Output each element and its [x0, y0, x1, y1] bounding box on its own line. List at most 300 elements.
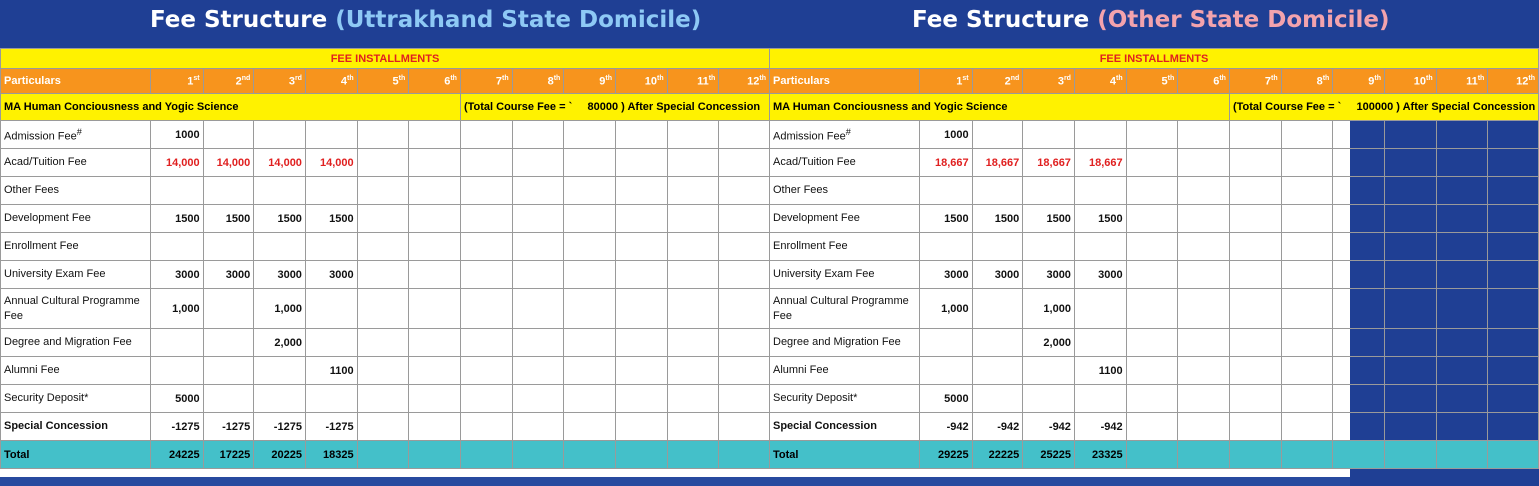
fee-cell [512, 385, 564, 413]
fee-row [1, 385, 770, 413]
fee-cell: 1500 [203, 205, 254, 233]
installment-number: 6 [1213, 75, 1220, 88]
fee-cell [409, 385, 461, 413]
fee-cell: 2,000 [254, 329, 306, 357]
fee-row-label [770, 289, 920, 329]
fee-label-text: University Exam Fee [4, 268, 106, 280]
right-fee-panel [769, 48, 1536, 477]
installment-number: 1 [956, 75, 963, 88]
installment-header-9 [1333, 69, 1385, 94]
total-label: Total [1, 441, 151, 469]
fee-cell [719, 177, 770, 205]
fee-cell [1436, 261, 1488, 289]
fee-cell [1178, 329, 1230, 357]
right-page-title [912, 0, 1390, 48]
fee-row-label [1, 329, 151, 357]
installment-number: 3 [1057, 75, 1064, 88]
fee-cell [564, 205, 616, 233]
fee-cell [254, 177, 306, 205]
installment-suffix: th [347, 74, 354, 82]
fee-cell [667, 149, 719, 177]
fee-cell [1384, 233, 1436, 261]
fee-row [770, 357, 1539, 385]
installment-suffix: st [193, 74, 200, 82]
fee-cell [1023, 385, 1075, 413]
fee-cell [667, 385, 719, 413]
fee-cell [1384, 149, 1436, 177]
right-fee-table [769, 48, 1539, 469]
left-fee-panel [0, 48, 770, 477]
fee-cell [357, 329, 409, 357]
fee-row [770, 385, 1539, 413]
fee-cell [972, 121, 1023, 149]
fee-row-label [770, 261, 920, 289]
fee-cell: 5000 [919, 385, 972, 413]
fee-cell [460, 149, 512, 177]
fee-cell: 5000 [150, 385, 203, 413]
installment-number: 6 [444, 75, 451, 88]
fee-cell [615, 205, 667, 233]
fee-cell [305, 385, 357, 413]
fee-cell [919, 329, 972, 357]
column-header-row [1, 69, 770, 94]
right-title-highlight: (Other State Domicile) [1097, 7, 1390, 33]
fee-cell [1436, 121, 1488, 149]
fee-cell [1333, 289, 1385, 329]
total-cell [409, 441, 461, 469]
installment-number: 5 [392, 75, 399, 88]
fee-cell: 18,667 [972, 149, 1023, 177]
total-cell: 24225 [150, 441, 203, 469]
fee-cell: 3000 [254, 261, 306, 289]
fee-cell [203, 121, 254, 149]
fee-cell [972, 357, 1023, 385]
fee-label-text: Admission Fee [4, 130, 77, 143]
fee-cell [254, 357, 306, 385]
course-name: MA Human Conciousness and Yogic Science [1, 94, 461, 121]
fee-cell [460, 413, 512, 441]
installment-number: 5 [1161, 75, 1168, 88]
fee-row-label [770, 233, 920, 261]
particulars-header: Particulars [770, 69, 920, 94]
total-cell [615, 441, 667, 469]
fee-cell [1023, 357, 1075, 385]
fee-label-text: Acad/Tuition Fee [4, 156, 87, 168]
fee-cell [1333, 329, 1385, 357]
fee-row-label [1, 413, 151, 441]
fee-cell: -1275 [203, 413, 254, 441]
fee-cell [1488, 205, 1539, 233]
installment-suffix: th [708, 74, 716, 82]
installment-suffix: th [759, 74, 766, 82]
fee-cell [357, 149, 409, 177]
fee-cell [719, 385, 770, 413]
fee-label-text: University Exam Fee [773, 268, 875, 280]
total-cell: 17225 [203, 441, 254, 469]
fee-cell [150, 177, 203, 205]
total-cell [1126, 441, 1178, 469]
fee-row [1, 289, 770, 329]
total-cell [1281, 441, 1333, 469]
fee-cell [460, 121, 512, 149]
fee-cell [615, 329, 667, 357]
fee-cell [1178, 177, 1230, 205]
fee-cell [1074, 289, 1126, 329]
total-cell: 22225 [972, 441, 1023, 469]
fee-cell [1281, 329, 1333, 357]
fee-row [770, 233, 1539, 261]
fee-cell: -942 [1023, 413, 1075, 441]
installment-header-4 [1074, 69, 1126, 94]
fee-cell [667, 233, 719, 261]
total-row [770, 441, 1539, 469]
fee-row-label [1, 233, 151, 261]
installment-suffix: th [1477, 74, 1485, 82]
fee-cell [1126, 329, 1178, 357]
total-course-fee: (Total Course Fee = ` 80000 ) After Special Concession [460, 94, 769, 121]
installment-suffix: th [553, 74, 561, 82]
installment-number: 10 [644, 75, 658, 88]
fee-cell [1074, 385, 1126, 413]
fee-cell [1384, 413, 1436, 441]
fee-row-label [770, 121, 920, 149]
fee-cell: -1275 [254, 413, 306, 441]
installment-number: 2 [1004, 75, 1011, 88]
fee-row [770, 329, 1539, 357]
fee-cell [409, 261, 461, 289]
fee-cell [719, 289, 770, 329]
fee-cell [1488, 261, 1539, 289]
fee-cell [919, 357, 972, 385]
fee-cell [357, 261, 409, 289]
total-cell [460, 441, 512, 469]
total-cell [1178, 441, 1230, 469]
fee-row-label [1, 261, 151, 289]
fee-cell [719, 357, 770, 385]
fee-cell [1281, 289, 1333, 329]
fee-cell [203, 233, 254, 261]
fee-row [1, 329, 770, 357]
installment-suffix: th [1271, 74, 1278, 82]
fee-cell [1229, 177, 1281, 205]
installment-number: 8 [1316, 75, 1323, 88]
installment-number: 7 [1264, 75, 1272, 88]
installment-header-12 [719, 69, 770, 94]
fee-cell [357, 413, 409, 441]
fee-cell [972, 177, 1023, 205]
fee-label-text: Development Fee [4, 212, 91, 224]
installment-number: 12 [1516, 75, 1529, 88]
fee-cell [1333, 205, 1385, 233]
fee-row [770, 177, 1539, 205]
fee-label-text: Security Deposit* [4, 392, 89, 404]
installment-header-8 [512, 69, 564, 94]
total-cell: 25225 [1023, 441, 1075, 469]
fee-cell [972, 329, 1023, 357]
fee-row [770, 121, 1539, 149]
fee-cell [1281, 385, 1333, 413]
fee-row [1, 205, 770, 233]
fee-label-text: Enrollment Fee [4, 240, 79, 252]
fee-cell [1178, 121, 1230, 149]
fee-cell [719, 413, 770, 441]
fee-cell [1384, 261, 1436, 289]
fee-cell: 1100 [1074, 357, 1126, 385]
fee-row-label [1, 205, 151, 233]
installment-suffix: th [657, 74, 664, 82]
fee-row [770, 289, 1539, 329]
right-title-main: Fee Structure [912, 7, 1098, 33]
installment-header-8 [1281, 69, 1333, 94]
fee-cell: 1,000 [254, 289, 306, 329]
fee-cell [1436, 177, 1488, 205]
total-row [1, 441, 770, 469]
fee-cell [1281, 177, 1333, 205]
fee-cell: 3000 [150, 261, 203, 289]
fee-cell [1178, 205, 1230, 233]
installment-number: 9 [599, 75, 606, 88]
fee-label-text: Admission Fee [773, 130, 846, 143]
fee-cell [1023, 121, 1075, 149]
fee-cell [615, 413, 667, 441]
total-course-fee: (Total Course Fee = ` 100000 ) After Special Concession [1229, 94, 1538, 121]
installment-number: 3 [288, 75, 295, 88]
fee-cell [719, 261, 770, 289]
fee-cell [254, 385, 306, 413]
fee-cell: 14,000 [254, 149, 306, 177]
fee-cell: 18,667 [1074, 149, 1126, 177]
fee-cell: 3000 [1074, 261, 1126, 289]
fee-label-text: Special Concession [4, 420, 108, 432]
fee-cell [1126, 205, 1178, 233]
fee-cell [1229, 357, 1281, 385]
fee-cell [564, 289, 616, 329]
fee-cell [460, 261, 512, 289]
total-cell [1384, 441, 1436, 469]
installment-suffix: th [1426, 74, 1433, 82]
fee-label-text: Annual Cultural Programme Fee [773, 294, 909, 322]
fee-cell: 3000 [972, 261, 1023, 289]
fee-cell [1178, 357, 1230, 385]
fee-label-note: # [76, 126, 82, 137]
installment-suffix: th [1167, 74, 1175, 82]
fee-cell [357, 385, 409, 413]
total-cell: 18325 [305, 441, 357, 469]
fee-cell [564, 413, 616, 441]
fee-cell [1384, 205, 1436, 233]
fee-cell: 14,000 [203, 149, 254, 177]
installment-suffix: th [450, 74, 457, 82]
fee-cell [254, 121, 306, 149]
fee-cell [1126, 233, 1178, 261]
fee-row [770, 261, 1539, 289]
fee-cell [1178, 261, 1230, 289]
installment-number: 1 [187, 75, 194, 88]
fee-cell [305, 177, 357, 205]
installment-number: 12 [747, 75, 760, 88]
fee-cell [615, 121, 667, 149]
fee-cell [1333, 149, 1385, 177]
fee-row [770, 205, 1539, 233]
fee-cell [1178, 289, 1230, 329]
fee-row-label [1, 289, 151, 329]
total-cell [1229, 441, 1281, 469]
left-fee-table [0, 48, 770, 469]
fee-cell [1281, 121, 1333, 149]
fee-cell: 18,667 [1023, 149, 1075, 177]
fee-cell [1333, 385, 1385, 413]
fee-cell [564, 329, 616, 357]
fee-cell [1333, 121, 1385, 149]
fee-cell [512, 261, 564, 289]
fee-cell [564, 149, 616, 177]
fee-cell [357, 357, 409, 385]
fee-cell [460, 385, 512, 413]
fee-cell: -942 [919, 413, 972, 441]
fee-cell [615, 261, 667, 289]
fee-cell [1023, 177, 1075, 205]
fee-cell [1384, 121, 1436, 149]
fee-cell [1436, 289, 1488, 329]
fee-cell [719, 149, 770, 177]
fee-label-text: Degree and Migration Fee [773, 336, 901, 348]
installment-header-11 [667, 69, 719, 94]
fee-cell [512, 177, 564, 205]
fee-cell [1281, 413, 1333, 441]
fee-row [1, 233, 770, 261]
fee-cell [667, 261, 719, 289]
fee-cell [1488, 177, 1539, 205]
installment-suffix: th [1322, 74, 1330, 82]
total-cell [719, 441, 770, 469]
fee-cell [615, 385, 667, 413]
fee-installments-header: FEE INSTALLMENTS [770, 49, 1539, 69]
fee-cell [1074, 233, 1126, 261]
fee-cell: 1,000 [919, 289, 972, 329]
fee-cell [1436, 205, 1488, 233]
fee-cell: -1275 [150, 413, 203, 441]
installments-row [1, 49, 770, 69]
fee-cell [667, 413, 719, 441]
fee-cell [460, 357, 512, 385]
total-cell [1488, 441, 1539, 469]
fee-label-text: Other Fees [773, 184, 829, 196]
course-name: MA Human Conciousness and Yogic Science [770, 94, 1230, 121]
fee-cell [1436, 149, 1488, 177]
fee-row-label [770, 329, 920, 357]
installment-header-11 [1436, 69, 1488, 94]
installment-suffix: th [1374, 74, 1381, 82]
column-header-row [770, 69, 1539, 94]
fee-label-text: Enrollment Fee [773, 240, 848, 252]
fee-cell: 3000 [305, 261, 357, 289]
total-label: Total [770, 441, 920, 469]
installment-suffix: st [962, 74, 969, 82]
fee-cell [615, 177, 667, 205]
fee-cell: 1,000 [1023, 289, 1075, 329]
installment-header-6 [409, 69, 461, 94]
fee-cell [409, 329, 461, 357]
fee-cell [1384, 329, 1436, 357]
total-cell [667, 441, 719, 469]
fee-cell [1074, 329, 1126, 357]
fee-cell [1281, 357, 1333, 385]
fee-cell: -1275 [305, 413, 357, 441]
fee-cell [512, 329, 564, 357]
fee-cell [1229, 385, 1281, 413]
fee-cell [1281, 233, 1333, 261]
fee-cell: 1,000 [150, 289, 203, 329]
course-row [1, 94, 770, 121]
fee-row-label [1, 385, 151, 413]
fee-cell: 3000 [919, 261, 972, 289]
fee-cell [409, 413, 461, 441]
fee-row-label [770, 385, 920, 413]
fee-label-text: Annual Cultural Programme Fee [4, 294, 140, 322]
fee-cell [564, 261, 616, 289]
fee-cell [972, 289, 1023, 329]
installment-suffix: rd [1063, 74, 1071, 82]
installment-header-2 [203, 69, 254, 94]
fee-cell: 1500 [919, 205, 972, 233]
fee-row-label [770, 205, 920, 233]
fee-cell: 3000 [1023, 261, 1075, 289]
fee-cell: 14,000 [305, 149, 357, 177]
total-cell: 29225 [919, 441, 972, 469]
fee-cell [305, 329, 357, 357]
fee-cell [409, 177, 461, 205]
fee-cell [667, 205, 719, 233]
installment-header-10 [1384, 69, 1436, 94]
installment-header-1 [150, 69, 203, 94]
fee-cell [1488, 121, 1539, 149]
fee-cell [615, 289, 667, 329]
fee-cell [719, 329, 770, 357]
fee-label-text: Acad/Tuition Fee [773, 156, 856, 168]
fee-row [1, 413, 770, 441]
fee-cell [409, 233, 461, 261]
fee-cell: 1500 [972, 205, 1023, 233]
fee-row-label [770, 413, 920, 441]
fee-cell [1488, 357, 1539, 385]
total-cell [357, 441, 409, 469]
fee-row [770, 149, 1539, 177]
installment-header-6 [1178, 69, 1230, 94]
installments-row [770, 49, 1539, 69]
fee-cell [1488, 233, 1539, 261]
installment-suffix: th [605, 74, 612, 82]
fee-cell [972, 385, 1023, 413]
fee-cell [564, 177, 616, 205]
total-cell: 20225 [254, 441, 306, 469]
fee-cell [357, 205, 409, 233]
fee-cell [512, 357, 564, 385]
fee-cell [1436, 385, 1488, 413]
fee-cell [203, 357, 254, 385]
total-cell [1333, 441, 1385, 469]
fee-row [1, 177, 770, 205]
fee-cell [564, 385, 616, 413]
fee-cell [719, 205, 770, 233]
particulars-header: Particulars [1, 69, 151, 94]
fee-cell [460, 205, 512, 233]
fee-row-label [770, 357, 920, 385]
installment-header-5 [357, 69, 409, 94]
fee-cell [1126, 385, 1178, 413]
fee-row-label [770, 177, 920, 205]
fee-cell [1488, 289, 1539, 329]
fee-label-text: Degree and Migration Fee [4, 336, 132, 348]
